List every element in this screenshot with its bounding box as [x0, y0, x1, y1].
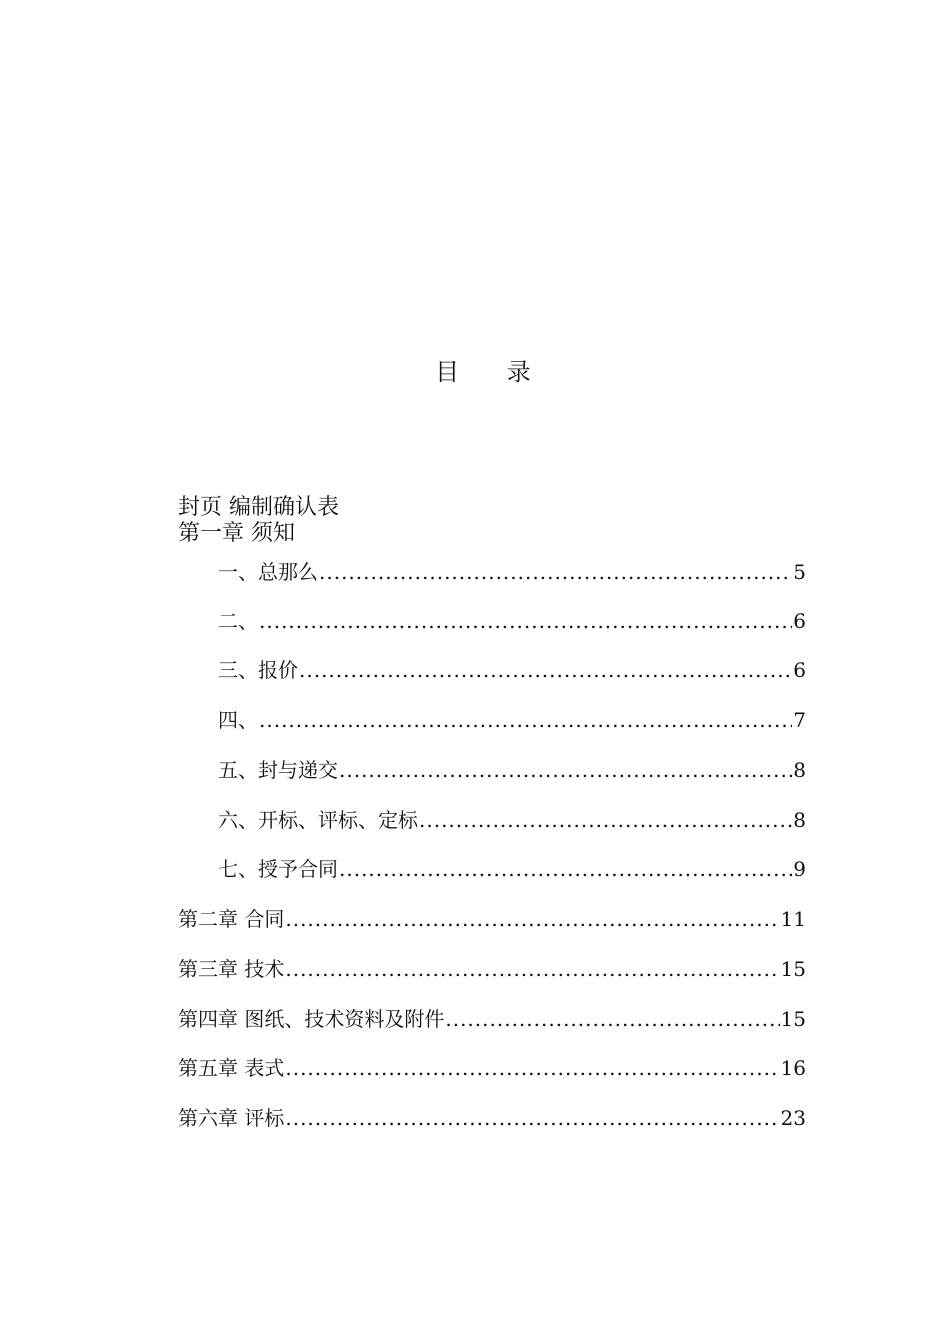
toc-page-number: 5: [793, 560, 806, 584]
toc-page-number: 8: [793, 758, 806, 782]
dot-leader: [419, 804, 792, 836]
toc-entry[interactable]: [218, 556, 806, 588]
chapter-heading: 第一章 须知: [178, 521, 295, 546]
dot-leader: [299, 654, 792, 686]
toc-entry[interactable]: [178, 953, 806, 985]
toc-entry[interactable]: [218, 654, 806, 686]
toc-entry[interactable]: [178, 1003, 806, 1035]
toc-entry-label: 二、: [218, 609, 258, 633]
toc-entry-label: 第六章 评标: [178, 1106, 285, 1130]
toc-entry[interactable]: [178, 1052, 806, 1084]
dot-leader: [319, 556, 792, 588]
dot-leader: [285, 953, 779, 985]
dot-leader: [339, 754, 792, 786]
toc-entry[interactable]: [218, 704, 806, 736]
toc-entry-label: 四、: [218, 708, 258, 732]
toc-page-number: 23: [780, 1106, 806, 1130]
toc-entry[interactable]: [178, 903, 806, 935]
toc-page-number: 7: [793, 708, 806, 732]
dot-leader: [445, 1003, 779, 1035]
toc-page-number: 8: [793, 808, 806, 832]
page-title: 目 录: [435, 358, 551, 386]
toc-entry-label: 第五章 表式: [178, 1056, 285, 1080]
toc-entry-label: 一、总那么: [218, 560, 318, 584]
toc-entry[interactable]: [218, 605, 806, 637]
toc-page-number: 11: [780, 907, 806, 931]
dot-leader: [285, 903, 779, 935]
toc-entry-label: 第三章 技术: [178, 957, 285, 981]
dot-leader: [285, 1052, 779, 1084]
dot-leader: [259, 704, 792, 736]
toc-entry[interactable]: [178, 1102, 806, 1134]
toc-entry-label: 第四章 图纸、技术资料及附件: [178, 1007, 445, 1031]
toc-page-number: 15: [780, 1007, 806, 1031]
cover-confirmation-line: 封页 编制确认表: [178, 495, 339, 520]
toc-entry-label: 六、开标、评标、定标: [218, 808, 418, 832]
toc-page-number: 16: [780, 1056, 806, 1080]
toc-page-number: 6: [793, 658, 806, 682]
dot-leader: [339, 853, 792, 885]
toc-entry[interactable]: [218, 853, 806, 885]
toc-entry[interactable]: [218, 754, 806, 786]
toc-entry[interactable]: [218, 804, 806, 836]
toc-entry-label: 第二章 合同: [178, 907, 285, 931]
toc-entry-label: 五、封与递交: [218, 758, 338, 782]
toc-page-number: 15: [780, 957, 806, 981]
toc-entry-label: 七、授予合同: [218, 857, 338, 881]
toc-page-number: 9: [793, 857, 806, 881]
dot-leader: [259, 605, 792, 637]
toc-page-number: 6: [793, 609, 806, 633]
toc-entry-label: 三、报价: [218, 658, 298, 682]
dot-leader: [285, 1102, 779, 1134]
